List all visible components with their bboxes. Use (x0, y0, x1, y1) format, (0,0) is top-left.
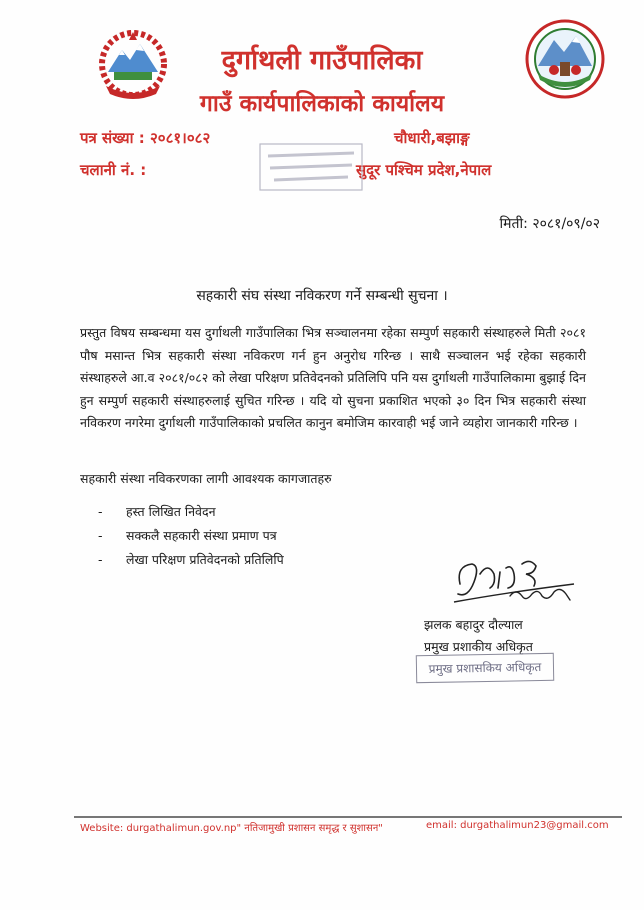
designation-stamp: प्रमुख प्रशासकिय अधिकृत (416, 653, 554, 683)
footer-website: Website: durgathalimun.gov.np" नतिजामुखी प्रशासन समृद्ध र सुशासन" (80, 823, 383, 834)
letter-date: मिती: २०८१/०९/०२ (499, 216, 600, 232)
list-item: - हस्त लिखित निवेदन (98, 504, 216, 519)
office-stamp-icon (256, 140, 366, 194)
footer-email: email: durgathalimun23@gmail.com (426, 820, 609, 831)
signer-block (424, 614, 533, 658)
requirements-list (80, 500, 284, 572)
location-line-2: सुदूर पश्चिम प्रदेश,नेपाल (356, 161, 492, 179)
signer-designation: प्रमुख प्रशाकीय अधिकृत (424, 639, 533, 654)
notice-body: प्रस्तुत विषय सम्बन्धमा यस दुर्गाथली गाउँपालिका भित्र सञ्चालनमा रहेका सम्पुर्ण सहकारी संस्थाहरुले मिती २०८१ पौष मसान्त भित्र सहकारी संस्था नविकरण गर्न हुन अनुरोध गरिन्छ । साथै सञ्चालन भई रहेका सहकारी संस्थाहरुले आ.व २०८१/०८२ को लेखा परिक्षण प्रतिवेदनको प्रतिलिपि पनि यस दुर्गाथली गाउँपालिकामा बुझाई दिन हुन सम्पुर्ण सहकारी संस्थाहरुलाई सुचित गरिन्छ । यदि यो सुचना प्रकाशित भएको ३० दिन भित्र सहकारी संस्था नविकरण नगरेमा दुर्गाथली गाउँपालिकाको प्रचलित कानुन बमोजिम कारवाही भई जाने व्यहोरा जानकारी गरिन्छ । (80, 325, 586, 431)
list-item: - लेखा परिक्षण प्रतिवेदनको प्रतिलिपि (98, 552, 284, 567)
list-item: - सक्कलै सहकारी संस्था प्रमाण पत्र (98, 528, 277, 543)
office-subtitle: गाउँ कार्यपालिकाको कार्यालय (199, 91, 445, 117)
dispatch-number: चलानी नं. : (80, 161, 147, 179)
office-name: दुर्गाथली गाउँपालिका (221, 45, 423, 76)
location-line-1: चौधारी,बझाङ्ग (394, 129, 470, 147)
letter-number: पत्र संख्या : २०८१।०८२ (80, 129, 211, 147)
signer-name: झलक बहादुर दौल्याल (424, 617, 523, 632)
requirements-title: सहकारी संस्था नविकरणका लागी आवश्यक कागजातहरु (80, 471, 332, 486)
subject-line: सहकारी संघ संस्था नविकरण गर्ने सम्बन्धी सुचना । (196, 288, 448, 304)
footer-divider (74, 816, 622, 818)
signature-icon (450, 544, 590, 612)
